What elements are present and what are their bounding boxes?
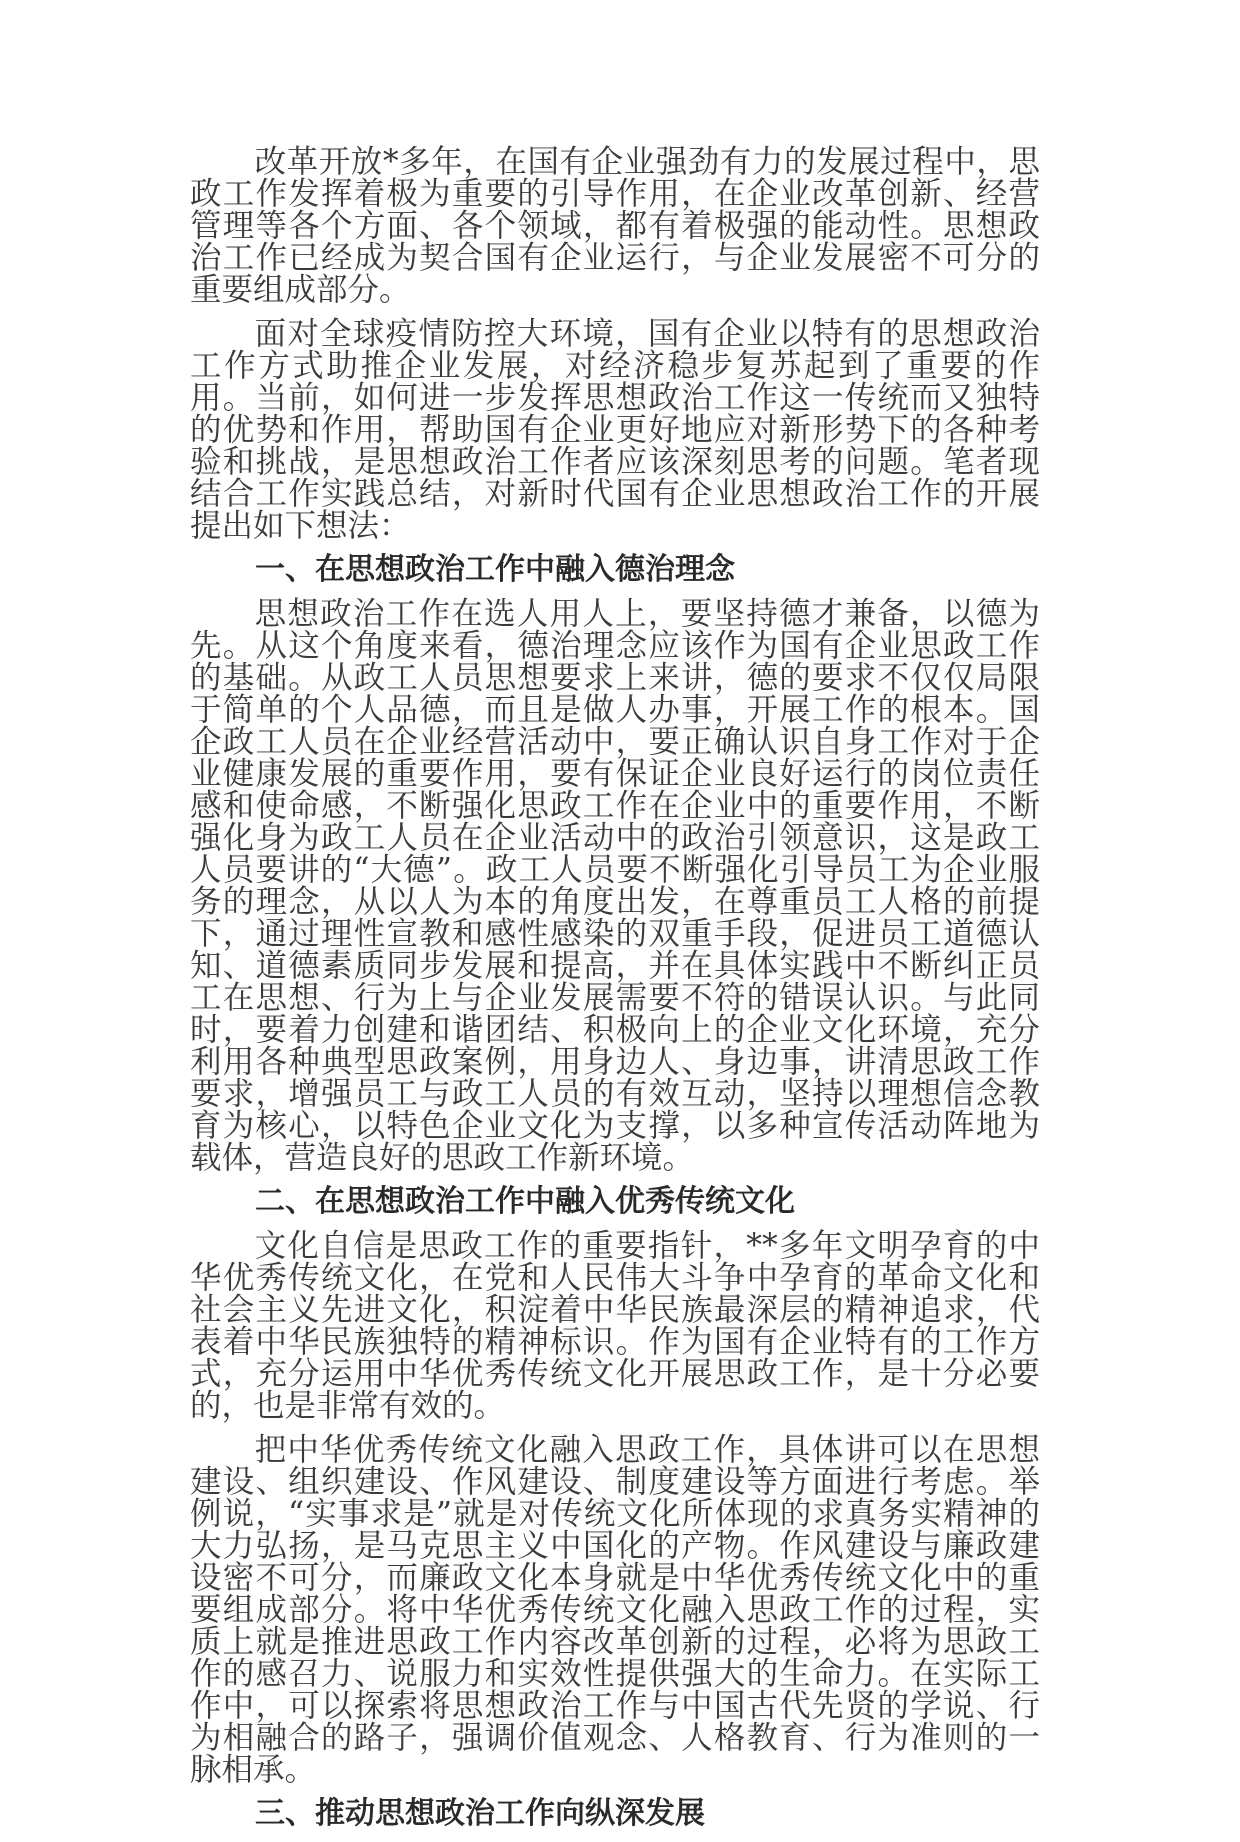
- paragraph-section-2a: 文化自信是思政工作的重要指针，**多年文明孕育的中华优秀传统文化，在党和人民伟大斗争中孕育的革命文化和社会主义先进文化，积淀着中华民族最深层的精神追求，代表着中华民族独特的精神标识。作为国有企业特有的工作方式，充分运用中华优秀传统文化开展思政工作，是十分必要的，也是非常有效的。: [190, 1228, 1040, 1424]
- paragraph-section-2b: 把中华优秀传统文化融入思政工作，具体讲可以在思想建设、组织建设、作风建设、制度建设等方面进行考虑。举例说，“实事求是”就是对传统文化所体现的求真务实精神的大力弘扬，是马克思主义中国化的产物。作风建设与廉政建设密不可分，而廉政文化本身就是中华优秀传统文化中的重要组成部分。将中华优秀传统文化融入思政工作的过程，实质上就是推进思政工作内容改革创新的过程，必将为思政工作的感召力、说服力和实效性提供强大的生命力。在实际工作中，可以探索将思想政治工作与中国古代先贤的学说、行为相融合的路子，强调价值观念、人格教育、行为准则的一脉相承。: [190, 1432, 1040, 1788]
- section-heading-3: 三、推动思想政治工作向纵深发展: [255, 1796, 705, 1831]
- section-heading-2: 二、在思想政治工作中融入优秀传统文化: [255, 1184, 795, 1219]
- paragraph-context: 面对全球疫情防控大环境，国有企业以特有的思想政治工作方式助推企业发展，对经济稳步复苏起到了重要的作用。当前，如何进一步发挥思想政治工作这一传统而又独特的优势和作用，帮助国有企业更好地应对新形势下的各种考验和挑战，是思想政治工作者应该深刻思考的问题。笔者现结合工作实践总结，对新时代国有企业思想政治工作的开展提出如下想法：: [190, 316, 1040, 544]
- document-page: [190, 146, 1040, 1842]
- section-heading-1: 一、在思想政治工作中融入德治理念: [255, 552, 735, 587]
- paragraph-intro: 改革开放*多年，在国有企业强劲有力的发展过程中，思政工作发挥着极为重要的引导作用，在企业改革创新、经营管理等各个方面、各个领域，都有着极强的能动性。思想政治工作已经成为契合国有企业运行，与企业发展密不可分的重要组成部分。: [190, 144, 1040, 308]
- paragraph-section-1: 思想政治工作在选人用人上，要坚持德才兼备，以德为先。从这个角度来看，德治理念应该作为国有企业思政工作的基础。从政工人员思想要求上来讲，德的要求不仅仅局限于简单的个人品德，而且是做人办事，开展工作的根本。国企政工人员在企业经营活动中，要正确认识自身工作对于企业健康发展的重要作用，要有保证企业良好运行的岗位责任感和使命感，不断强化思政工作在企业中的重要作用，不断强化身为政工人员在企业活动中的政治引领意识，这是政工人员要讲的“大德”。政工人员要不断强化引导员工为企业服务的理念，从以人为本的角度出发，在尊重员工人格的前提下，通过理性宣教和感性感染的双重手段，促进员工道德认知、道德素质同步发展和提高，并在具体实践中不断纠正员工在思想、行为上与企业发展需要不符的错误认识。与此同时，要着力创建和谐团结、积极向上的企业文化环境，充分利用各种典型思政案例，用身边人、身边事，讲清思政工作要求，增强员工与政工人员的有效互动，坚持以理想信念教育为核心，以特色企业文化为支撑，以多种宣传活动阵地为载体，营造良好的思政工作新环境。: [190, 596, 1040, 1176]
